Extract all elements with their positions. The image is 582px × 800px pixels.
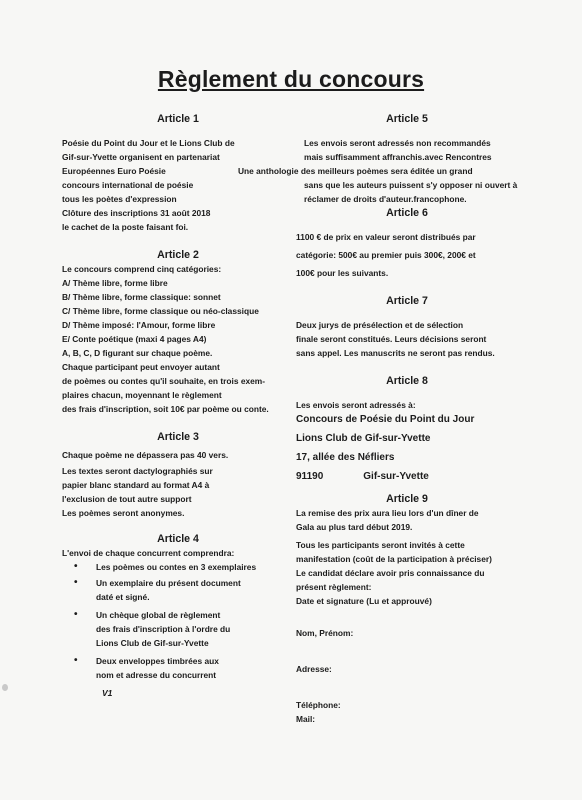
text-line: concours international de poésie [62,180,194,190]
article-8-body [296,398,518,484]
text-line: manifestation (coût de la participation à préciser) [296,554,492,564]
text-line: Gif-sur-Yvette organisent en partenariat [62,152,220,162]
phone-label: Téléphone: [296,700,341,710]
text-line: La remise des prix aura lieu lors d'un dîner de [296,508,479,518]
text-line: daté et signé. [96,592,150,602]
article-3-heading: Article 3 [157,431,199,443]
text-line: • Les poèmes ou contes en 3 exemplaires [96,562,257,572]
text-line: finale seront constitués. Leurs décisions seront [296,334,487,344]
address-line: Lions Club de Gif-sur-Yvette [296,433,431,444]
text-line: Clôture des inscriptions 31 août 2018 [62,208,211,218]
text-line: B/ Thème libre, forme classique: sonnet [62,292,221,302]
article-6-body [296,230,518,280]
entry-form [296,626,518,726]
text-line: le cachet de la poste faisant foi. [62,222,189,232]
text-line: L'envoi de chaque concurrent comprendra: [62,548,235,558]
text-line: • Un chèque global de règlement [96,610,221,620]
text-line: Deux jurys de présélection et de sélection [296,320,464,330]
address-line: Concours de Poésie du Point du Jour [296,414,475,425]
article-9-heading: Article 9 [386,493,428,505]
text-line: • Deux enveloppes timbrées aux [96,656,219,666]
text-line: Tous les participants seront invités à cette [296,540,465,550]
text-line: 1100 € de prix en valeur seront distribués par [296,232,476,242]
text-line: Poésie du Point du Jour et le Lions Club de [62,138,235,148]
right-column [238,112,518,726]
text-line: D/ Thème imposé: l'Amour, forme libre [62,320,216,330]
text-line: A/ Thème libre, forme libre [62,278,168,288]
mail-label: Mail: [296,714,316,724]
text-line: l'exclusion de tout autre support [62,494,192,504]
text-line: de poèmes ou contes qu'il souhaite, en trois exem- [62,376,266,386]
text-line: réclamer de droits d'auteur.francophone. [304,194,467,204]
page-title: Règlement du concours [157,66,425,92]
bullet-list [62,560,294,682]
paper-speck [2,684,8,691]
city: Gif-sur-Yvette [363,471,429,482]
text-line: sans appel. Les manuscrits ne seront pas rendus. [296,348,495,358]
text-line: Les envois seront adressés non recommandés [304,138,491,148]
article-3-body [62,448,294,520]
text-line: sans que les auteurs puissent s'y opposer ni ouvert à [304,180,518,190]
article-8-heading: Article 8 [386,375,428,387]
list-item [62,608,294,650]
list-item [62,576,294,604]
list-item [62,654,294,682]
version-mark: V1 [102,688,113,698]
text-line: nom et adresse du concurrent [96,670,217,680]
text-line: C/ Thème libre, forme classique ou néo-classique [62,306,259,316]
article-6-heading: Article 6 [386,207,428,219]
list-item [62,560,294,574]
article-2-heading: Article 2 [157,249,199,261]
article-1-body [62,136,294,234]
text-line: des frais d'inscription à l'ordre du [96,624,231,634]
text-line: tous les poètes d'expression [62,194,177,204]
address-label: Adresse: [296,664,332,674]
text-line: E/ Conte poétique (maxi 4 pages A4) [62,334,207,344]
text-line: Gala au plus tard début 2019. [296,522,413,532]
text-line: présent règlement: [296,582,372,592]
text-line: plaires chacun, moyennant le règlement [62,390,222,400]
article-7-body [296,318,518,360]
text-line: des frais d'inscription, soit 10€ par poème ou conte. [62,404,269,414]
text-line: Européennes Euro Poésie [62,166,166,176]
text-line: Chaque poème ne dépassera pas 40 vers. [62,450,229,460]
text-line: Les textes seront dactylographiés sur [62,466,213,476]
text-line: • Un exemplaire du présent document [96,578,241,588]
text-line: mais suffisamment affranchis.avec Rencontres [304,152,492,162]
text-line: Chaque participant peut envoyer autant [62,362,220,372]
text-line: 100€ pour les suivants. [296,268,389,278]
article-1-heading: Article 1 [157,113,199,125]
text-line: papier blanc standard au format A4 à [62,480,210,490]
article-9-body [296,506,518,608]
name-label: Nom, Prénom: [296,628,354,638]
text-line: Les poèmes seront anonymes. [62,508,185,518]
address-line: 17, allée des Néfliers [296,452,395,463]
address-line [296,469,518,484]
text-line: Le concours comprend cinq catégories: [62,264,222,274]
article-4-heading: Article 4 [157,533,199,545]
left-column [62,112,294,682]
article-7-heading: Article 7 [386,295,428,307]
text-line: Le candidat déclare avoir pris connaissance du [296,568,485,578]
text-line: Une anthologie des meilleurs poèmes sera éditée un grand [238,166,473,176]
article-5-heading: Article 5 [386,113,428,125]
text-line: catégorie: 500€ au premier puis 300€, 200€ et [296,250,476,260]
text-line: Date et signature (Lu et approuvé) [296,596,432,606]
text-line: Lions Club de Gif-sur-Yvette [96,638,209,648]
text-line: A, B, C, D figurant sur chaque poème. [62,348,213,358]
postcode: 91190 [296,471,324,482]
article-4-body [62,546,294,682]
text-line: Les envois seront adressés à: [296,400,416,410]
article-2-body [62,262,294,416]
article-5-body [238,136,518,206]
